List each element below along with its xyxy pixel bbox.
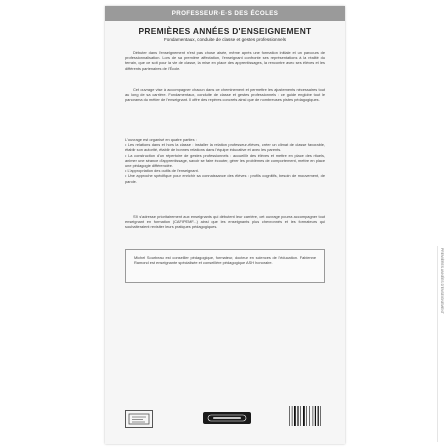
barcode-icon xyxy=(287,404,327,430)
publisher-logo xyxy=(203,412,251,424)
series-logo xyxy=(125,410,153,428)
parts-intro: L'ouvrage est organisé en quatre parties : xyxy=(125,137,197,142)
parts-item: • La construction d'un répertoire de gestes professionnels : accueillir des élèves et mettre en place des rituels, animer une séance d'apprentissage, savoir se faire écouter, gérer les problèmes de comportement, mettre en place une pédagogie différenciée. xyxy=(125,152,325,169)
author-box xyxy=(125,249,325,283)
closing-paragraph: S'il s'adresse prioritairement aux enseignants qui débutent leur carrière, cet ouvrage pourra accompagner tout enseignant en formation (CAFIPEMF...) ainsi que les enseignants plus chevronnés et les formateurs qui souhaiteraient revisiter leurs pratiques pédagogiques. xyxy=(125,214,325,230)
publisher-logo-icon xyxy=(207,414,247,423)
series-logo-icon xyxy=(128,413,150,425)
closing-section xyxy=(125,214,325,233)
parts-item: • L'appropriation des outils de l'enseignant. xyxy=(125,168,199,174)
cover-footer xyxy=(105,410,345,432)
spine-title: PREMIÈRES ANNÉES D'ENSEIGNEMENT xyxy=(440,248,444,314)
series-banner: PROFESSEUR·E·S DES ÉCOLES xyxy=(105,6,345,21)
parts-section xyxy=(125,137,325,184)
book-title: PREMIÈRES ANNÉES D'ENSEIGNEMENT xyxy=(138,26,312,36)
pitch-section xyxy=(125,87,325,106)
author-text: Michel Sourbeau est conseiller pédagogique, formateur, docteur en sciences de l'éducation. Fabienne Ramond est enseignante spécialisée et conseillère pédagogique ASH honoraire. xyxy=(134,255,316,266)
parts-item: • Les relations dans et hors la classe : installer la relation professeur-élèves, créer un climat de classe favorable, établir son autorité, établir de bonnes relations dans l'équipe éducative et avec les parents. xyxy=(125,142,325,153)
barcode xyxy=(287,404,327,430)
intro-paragraph: Débuter dans l'enseignement n'est pas chose aisée, même après une formation initiale et un parcours de professionnalisation. Lors de sa première affectation, l'enseignant confronte ses représentations à la réalité du terrain, que ce soit pour la vie de classe, la mise en place des apprentissages, la rencontre avec ses élèves et les différents partenaires de l'École. xyxy=(125,50,325,71)
parts-item: • Une approche spécifique pour enrichir sa connaissance des élèves : profils cognitifs, besoin de mouvement, de parole. xyxy=(125,173,325,184)
pitch-paragraph: Cet ouvrage vise à accompagner chacun dans ce cheminement et permettre les ajustements nécessaires tout au long de sa carrière. Fondamentaux, conduite de classe et gestes professionnels : ce guide englobe tout le panorama du métier de l'enseignant. Il offre des repères concrets ainsi que de nombreuses pistes pédagogiques. xyxy=(125,87,325,103)
back-cover xyxy=(105,6,345,444)
spine-strip xyxy=(437,246,444,442)
intro-section xyxy=(125,50,325,74)
book-subtitle: Fondamentaux, conduite de classe et gestes professionnels xyxy=(163,37,287,42)
